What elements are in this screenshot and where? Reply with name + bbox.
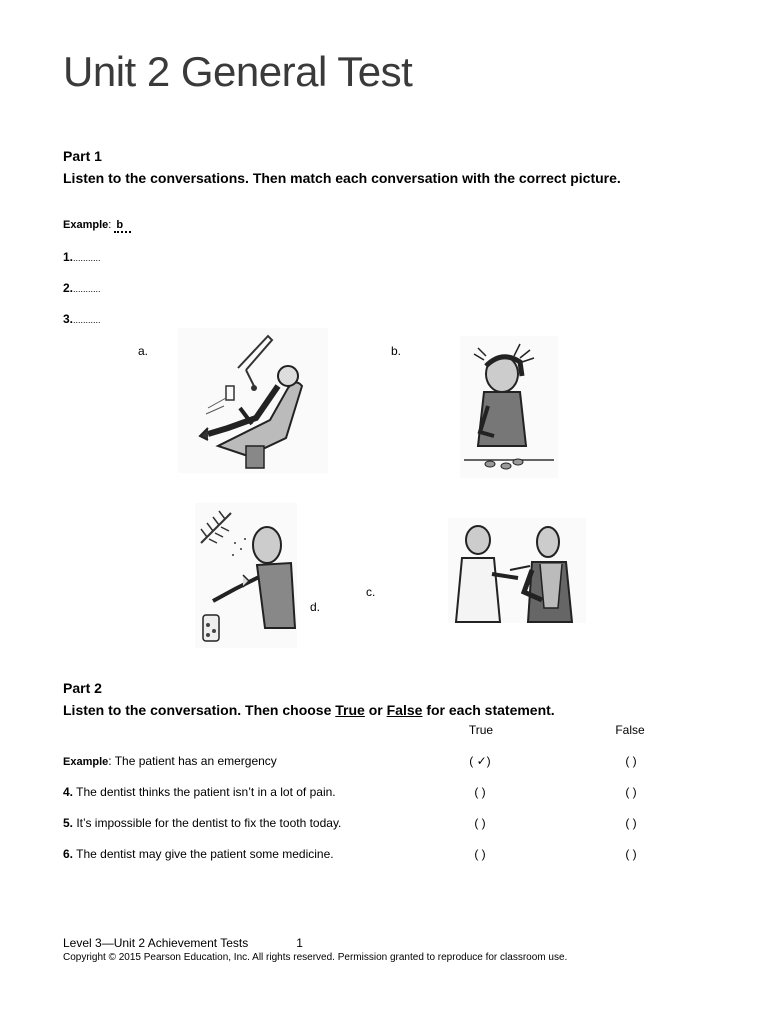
blank-dots: ........... <box>73 284 101 294</box>
statement-6 <box>63 847 334 861</box>
doctor-shot-icon <box>448 518 586 623</box>
statement-sep: : <box>108 754 112 768</box>
blank-3[interactable] <box>63 312 101 326</box>
instruction-false: False <box>386 702 423 718</box>
part2-instruction <box>63 702 555 718</box>
statement-number: 5. <box>63 816 74 830</box>
picture-label-c: c. <box>366 585 376 599</box>
instruction-text: Listen to the conversation. Then choose <box>63 702 336 718</box>
statement-number: 6. <box>63 847 74 861</box>
blank-number: 3. <box>63 312 74 326</box>
page-number: 1 <box>296 936 303 950</box>
blank-1[interactable] <box>63 250 101 264</box>
instruction-text: or <box>364 702 387 718</box>
footer-copyright: Copyright © 2015 Pearson Education, Inc. All rights reserved. Permission granted to reproduce for classroom use. <box>63 952 568 963</box>
blank-number: 2. <box>63 281 74 295</box>
statement-5 <box>63 816 341 830</box>
true-choice[interactable]: ( ) <box>474 816 486 830</box>
false-choice[interactable]: ( ) <box>625 754 637 768</box>
true-choice[interactable]: ( ✓) <box>469 754 491 768</box>
headache-icon <box>460 336 558 478</box>
footer-level <box>63 936 303 950</box>
picture-label-d: d. <box>310 600 321 614</box>
blank-dots: ........... <box>73 315 101 325</box>
false-choice[interactable]: ( ) <box>625 785 637 799</box>
statement-text: The dentist may give the patient some medicine. <box>73 847 334 861</box>
statement-example <box>63 754 277 768</box>
dentist-chair-icon <box>178 328 328 473</box>
statement-text: The patient has an emergency <box>111 754 277 768</box>
blank-2[interactable] <box>63 281 101 295</box>
example-label: Example <box>63 219 109 231</box>
false-choice[interactable]: ( ) <box>625 847 637 861</box>
allergy-sneeze-icon <box>195 503 297 648</box>
statement-4 <box>63 785 336 799</box>
statement-text: It’s impossible for the dentist to fix the tooth today. <box>73 816 342 830</box>
part1-instruction: Listen to the conversations. Then match each conversation with the correct picture. <box>63 170 621 186</box>
example-answer: b <box>114 219 131 233</box>
instruction-true: True <box>335 702 365 718</box>
statement-number: 4. <box>63 785 74 799</box>
example-line: Example: b <box>63 219 131 231</box>
footer-level-text: Level 3—Unit 2 Achievement Tests <box>63 936 249 950</box>
column-header-true: True <box>468 723 494 737</box>
part2-heading: Part 2 <box>63 680 102 696</box>
picture-label-b: b. <box>391 344 402 358</box>
column-header-false: False <box>615 723 645 737</box>
instruction-text: for each statement. <box>422 702 555 718</box>
blank-dots: ........... <box>73 253 101 263</box>
blank-number: 1. <box>63 250 74 264</box>
true-choice[interactable]: ( ) <box>474 785 486 799</box>
false-choice[interactable]: ( ) <box>625 816 637 830</box>
picture-label-a: a. <box>138 344 149 358</box>
statement-text: The dentist thinks the patient isn’t in a lot of pain. <box>73 785 336 799</box>
statement-number: Example <box>63 756 109 768</box>
part1-heading: Part 1 <box>63 148 102 164</box>
true-choice[interactable]: ( ) <box>474 847 486 861</box>
page-title: Unit 2 General Test <box>63 48 413 95</box>
